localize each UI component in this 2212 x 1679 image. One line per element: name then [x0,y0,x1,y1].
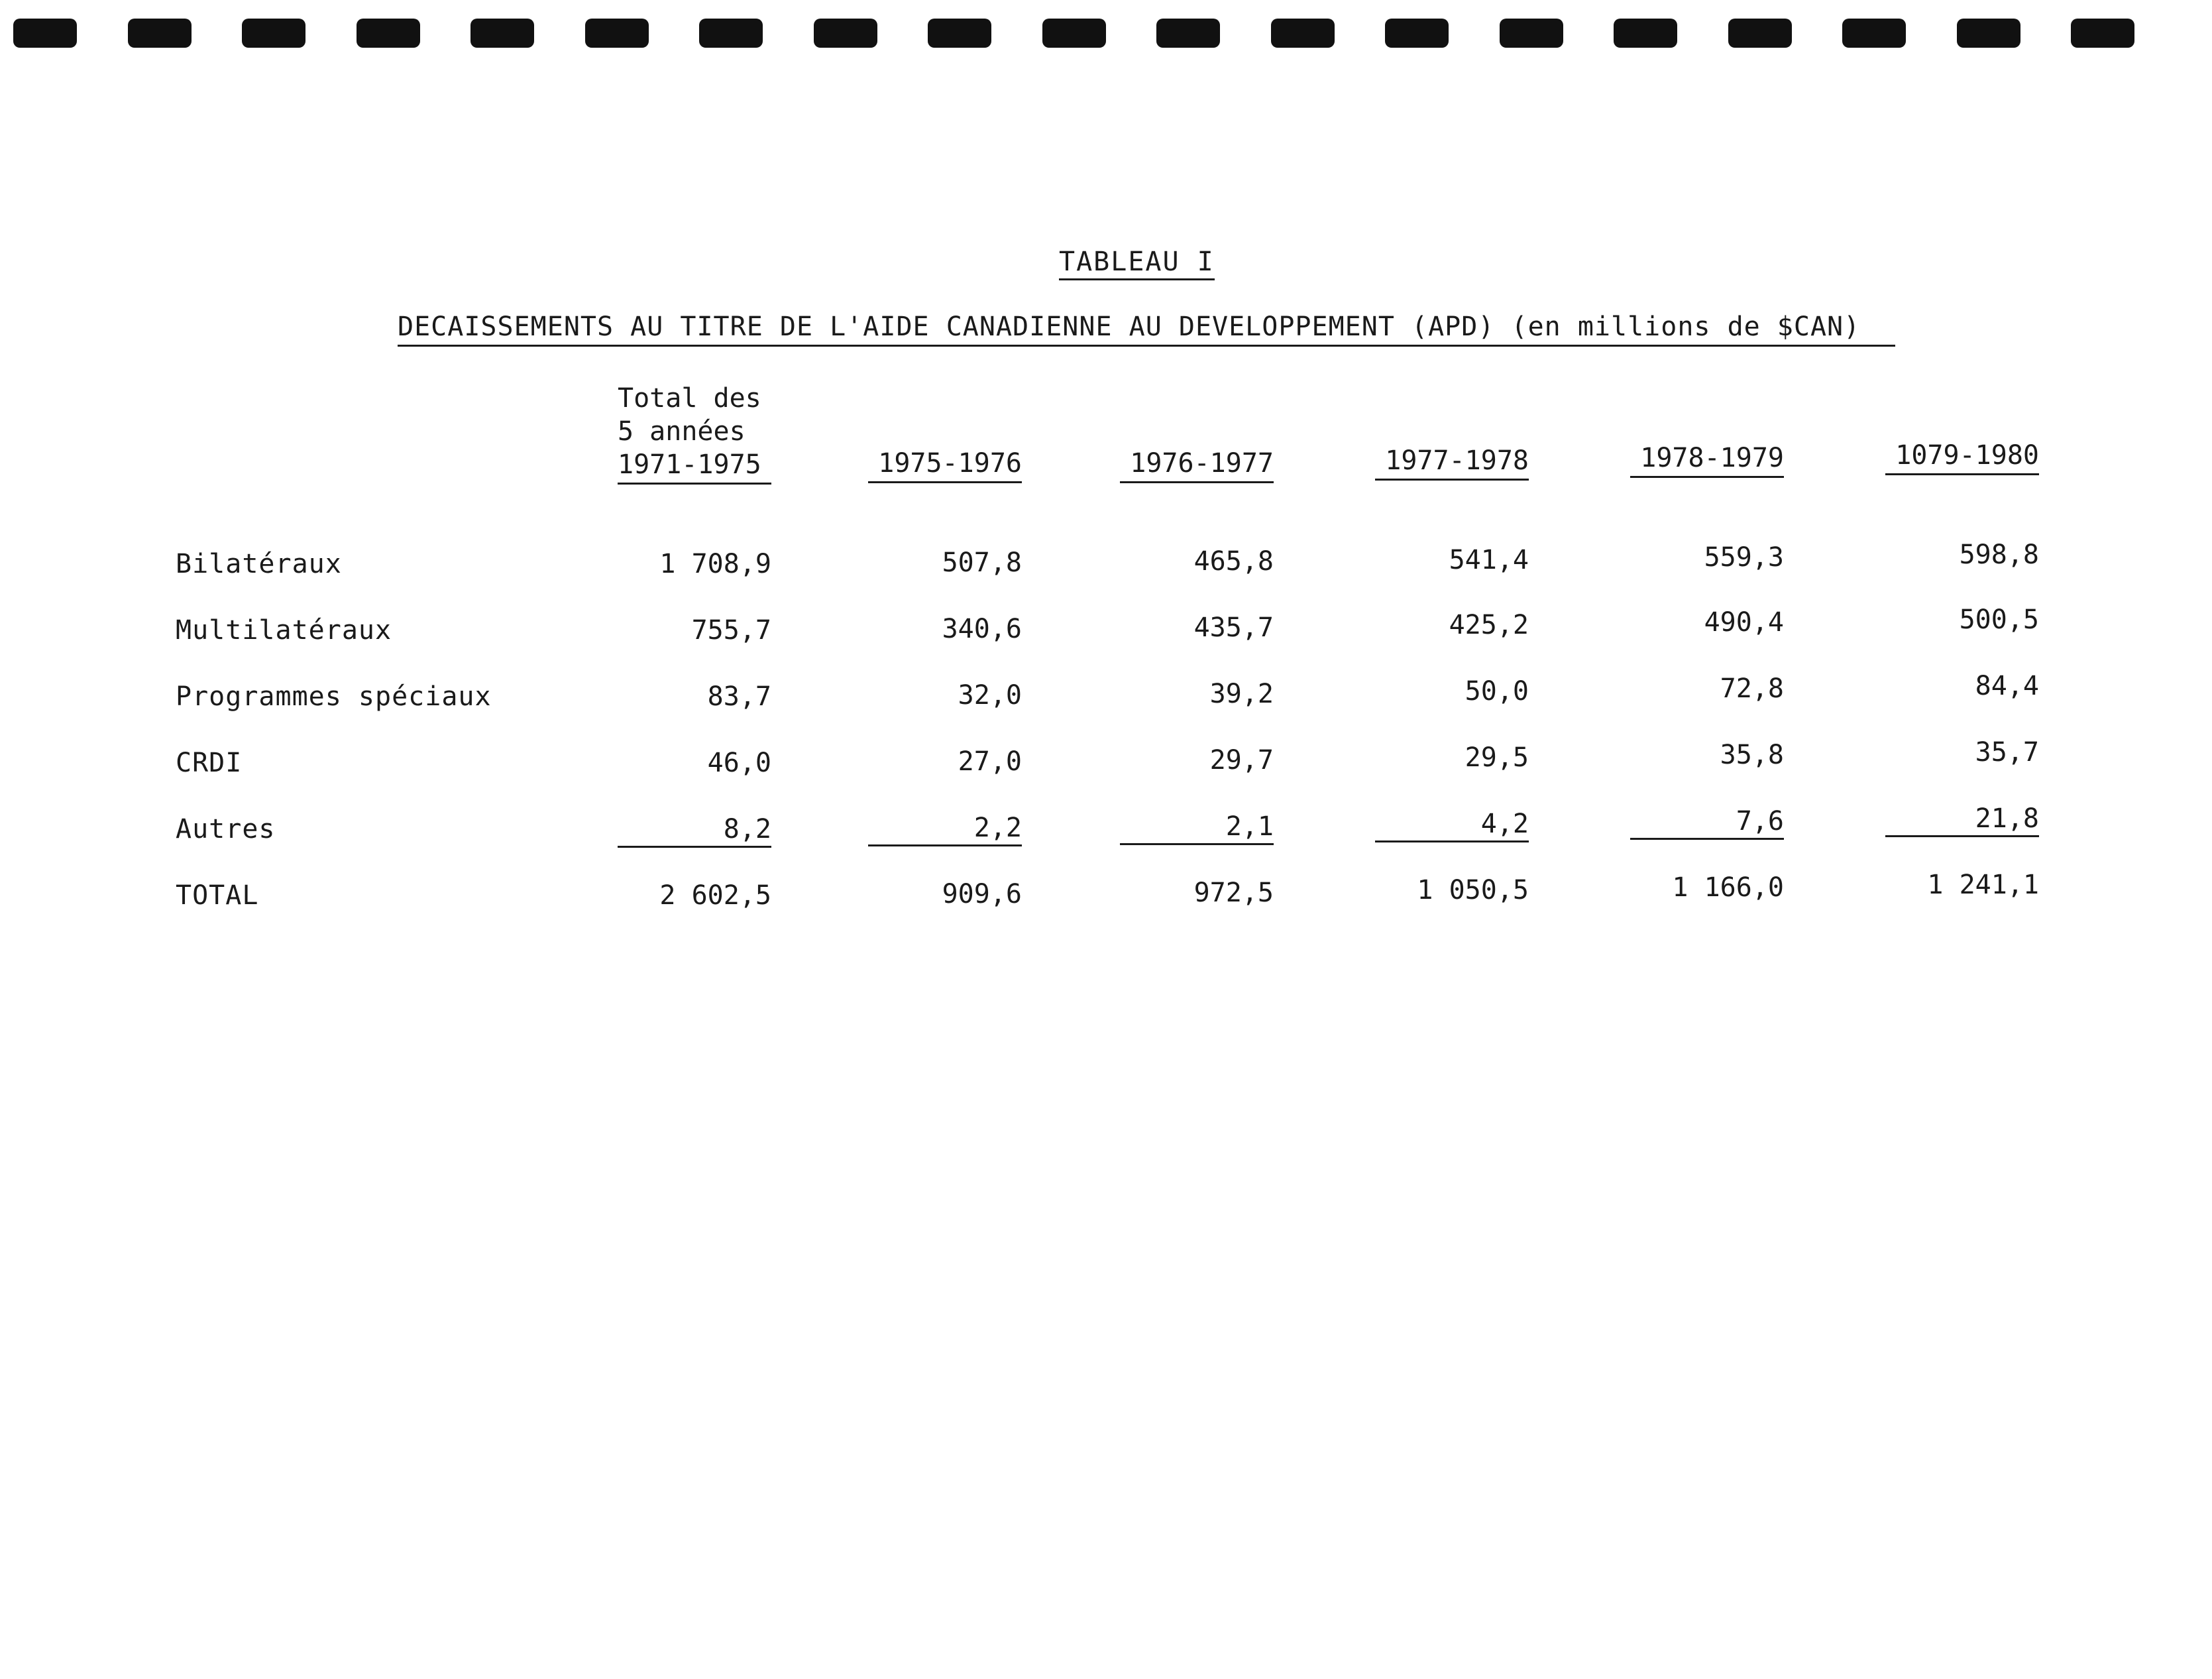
table-cell: 425,2 [1449,610,1529,640]
column-header-1977-1978: 1977-1978 [1375,444,1529,481]
table-cell: 21,8 [1885,802,2039,837]
table-cell: 755,7 [691,615,771,646]
binding-hole [585,19,649,48]
binding-hole [470,19,534,48]
binding-hole [1500,19,1563,48]
binding-holes-strip [0,19,2212,52]
column-header-1975-1976: 1975-1976 [868,447,1022,483]
table-cell: 27,0 [958,746,1022,777]
table-cell: 35,7 [1975,737,2039,768]
binding-hole [2071,19,2134,48]
table-cell: 507,8 [942,548,1022,578]
document-title: TABLEAU I [1059,247,1215,280]
binding-hole [1614,19,1677,48]
table-cell: 490,4 [1704,607,1784,638]
table-cell-total: 1 050,5 [1417,875,1529,905]
binding-hole [1385,19,1449,48]
table-cell-total: 972,5 [1193,878,1274,908]
table-cell: 35,8 [1720,740,1784,770]
table-cell: 4,2 [1375,807,1529,842]
table-cell: 2,1 [1120,810,1274,845]
binding-hole [1042,19,1106,48]
binding-hole [1271,19,1335,48]
table-cell: 435,7 [1193,612,1274,643]
binding-hole [928,19,991,48]
table-cell: 465,8 [1193,546,1274,577]
binding-hole [1842,19,1906,48]
document-subtitle: DECAISSEMENTS AU TITRE DE L'AIDE CANADIENNE AU DEVELOPPEMENT (APD) (en millions de $CAN) [398,312,1895,347]
binding-hole [699,19,763,48]
column-header-1978-1979: 1978-1979 [1630,441,1784,478]
table-cell: 1 708,9 [659,549,771,579]
table-cell: 340,6 [942,614,1022,644]
row-label-autres: Autres [176,814,276,844]
binding-hole [1957,19,2020,48]
table-cell: 83,7 [707,681,771,712]
table-cell-total: 1 166,0 [1672,872,1784,903]
row-label-programmes-speciaux: Programmes spéciaux [176,681,492,712]
column-header-1979-1980: 1079-1980 [1885,439,2039,475]
row-label-total: TOTAL [176,880,259,911]
binding-hole [1156,19,1220,48]
table-cell: 46,0 [707,748,771,778]
binding-hole [242,19,305,48]
table-cell: 84,4 [1975,671,2039,701]
table-cell: 29,7 [1209,745,1274,776]
table-cell: 29,5 [1465,742,1529,773]
binding-hole [128,19,192,48]
table-cell-total: 909,6 [942,879,1022,909]
table-cell: 32,0 [958,680,1022,711]
binding-hole [357,19,420,48]
column-header-1976-1977: 1976-1977 [1120,447,1274,483]
binding-hole [814,19,877,48]
table-cell: 8,2 [618,813,771,848]
table-cell: 39,2 [1209,679,1274,709]
binding-hole [13,19,77,48]
table-cell: 559,3 [1704,542,1784,573]
table-cell-total: 1 241,1 [1927,870,2039,900]
row-label-crdi: CRDI [176,748,243,778]
binding-hole [1728,19,1792,48]
row-label-bilateraux: Bilatéraux [176,549,342,579]
table-cell: 2,2 [868,811,1022,846]
table-cell: 72,8 [1720,673,1784,704]
column-header-line: 1971-1975 [618,449,761,480]
table-cell: 541,4 [1449,545,1529,575]
table-cell: 598,8 [1959,540,2039,570]
table-cell: 7,6 [1630,805,1784,840]
column-header-line: 5 années [618,416,746,447]
table-cell: 500,5 [1959,605,2039,635]
column-header-line: Total des [618,383,761,414]
table-cell-total: 2 602,5 [659,880,771,911]
row-label-multilateraux: Multilatéraux [176,615,392,646]
column-header-total-5-years [618,382,771,485]
table-cell: 50,0 [1465,676,1529,707]
